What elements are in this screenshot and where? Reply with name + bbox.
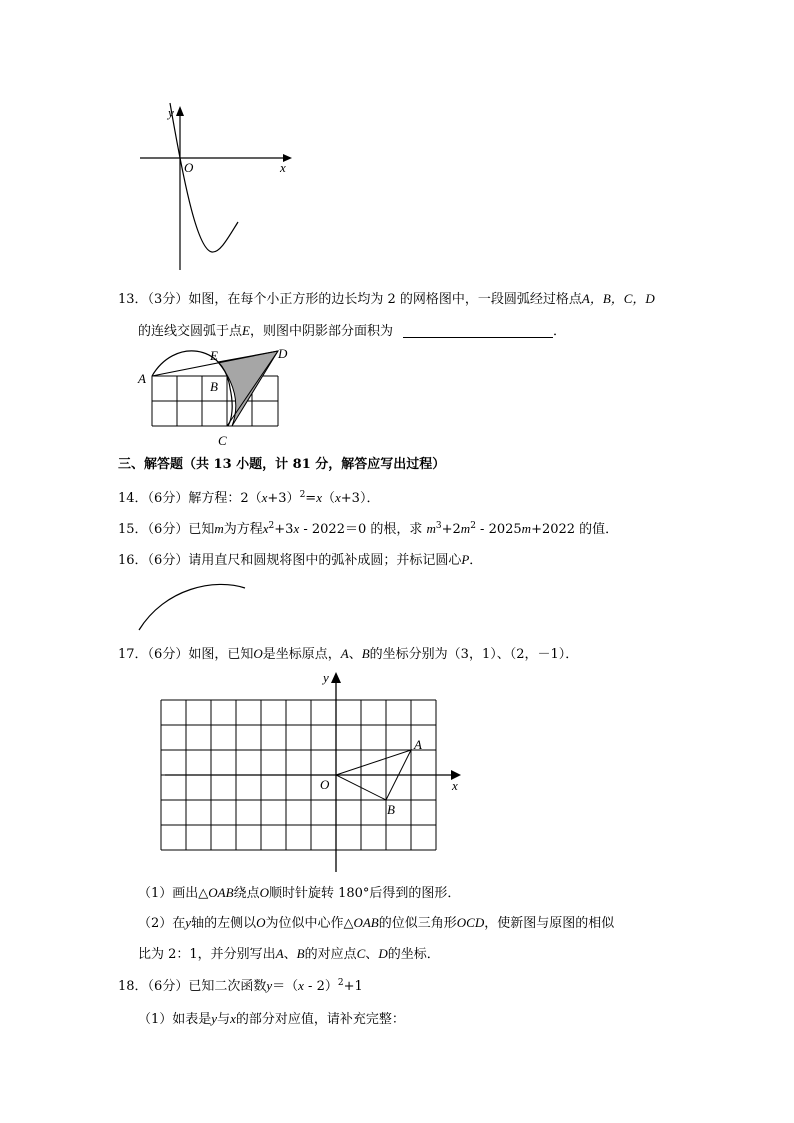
q15-t5: +2 [441,522,461,537]
q16-arc-figure [135,578,255,634]
q17-sub2b-t2: 的对应点 [304,947,357,962]
q13-label-d: D [278,346,288,361]
q18-sub1-t2: 与 [217,1012,231,1027]
x-axis-label: x [280,160,286,175]
q17-sub2b-t3: 的坐标． [387,947,440,962]
q17-sub2-t3: 为位似中心作△ [265,916,354,931]
q17-sub2-y: y [185,915,192,930]
q17-sub2-ocd: OCD [456,915,485,930]
parabola-graph [130,100,300,275]
q16 [118,551,482,570]
q15-t1: 已知 [188,522,215,537]
q13-text-c: ，则图中阴影部分面积为 [249,324,393,339]
q16-text: 请用直尺和圆规将图中的弧补成圆；并标记圆心 [188,553,462,568]
q15-m3: m [460,521,471,536]
q13-label-a: A [138,371,146,386]
q18-sub1-t1: （1）如表是 [138,1012,212,1027]
q18-x: x [298,978,304,993]
q15-number: 15． [118,522,148,537]
q17-o: O [253,646,263,661]
q15-m4: m [521,521,532,536]
q17-coordinate-grid [155,668,475,876]
q17-label-o: O [320,777,330,792]
q17-score: （6分） [147,647,189,662]
q17-sub1-t3: 顺时针旋转 180°后得到的图形． [268,886,461,901]
q13-text-a: 如图，在每个小正方形的边长均为 2 的网格图中，一段圆弧经过格点 [188,292,582,307]
q15 [118,520,618,539]
q17-label-x: x [452,778,458,793]
q14-x1: x [261,490,268,505]
q13-line1 [118,290,655,309]
q17-sub2-oab: OAB [353,915,379,930]
q15-exp2: 3 [435,521,442,531]
q13-score: （3分） [147,292,189,307]
q17-sub2-o: O [256,915,266,930]
q18-y: y [266,978,273,993]
q17-sub2b-a: A [275,946,284,961]
q16-arc [139,584,245,630]
q13-text-b: 的连线交圆弧于点 [138,324,243,339]
q14-x2: x [316,490,322,505]
q16-p: P [461,552,470,567]
q17 [118,645,578,664]
q18-exp: 2 [337,978,344,988]
q16-number: 16． [118,553,148,568]
q13-points: A，B，C，D [581,291,655,306]
q17-number: 17． [118,647,148,662]
q15-t6: - 2025 [475,522,522,537]
q17-sub2b-c: C [356,946,366,961]
y-axis-label: y [168,105,174,120]
q13-number: 13． [118,292,148,307]
q17-sub2b-d: D [378,946,388,961]
q14-p3: +3）． [340,491,380,506]
q17-sub2 [138,914,614,933]
q18-sub1 [138,1010,405,1029]
q14 [118,489,379,508]
q18-t4: +1 [343,979,363,994]
q14-p1: +3） [267,491,300,506]
q18-t1: 已知二次函数 [188,979,267,994]
q16-score: （6分） [147,553,189,568]
q13-label-e: E [210,348,218,363]
q13-answer-blank[interactable] [403,323,553,338]
q17-a: A [340,646,349,661]
q17-sub2-t1: （2）在 [138,916,186,931]
q13-label-c: C [218,433,227,448]
q18-score: （6分） [147,979,189,994]
q15-t7: +2022 的值． [531,522,619,537]
q17-sub2b-sep1: 、 [283,947,297,962]
q17-t2: 是坐标原点， [262,647,341,662]
q17-y-axis-arrow [331,672,341,683]
q18-sub1-t3: 的部分对应值，请补充完整： [235,1012,405,1027]
q18 [118,977,363,996]
q15-exp1: 2 [268,521,275,531]
q15-t2: 为方程 [223,522,263,537]
origin-label: O [184,160,194,175]
q17-sub2b-t1: 比为 2：1，并分别写出 [138,947,276,962]
q16-end: ． [469,553,483,568]
q14-exp: 2 [299,490,306,500]
y-axis-arrow [176,106,184,116]
q15-t4: - 2022＝0 的根，求 [299,522,427,537]
q17-sub2b-b: B [296,946,305,961]
q17-sub1 [138,884,460,903]
q13-point-e: E [242,323,250,338]
q15-m2: m [426,521,436,536]
q17-sub1-t1: （1）画出△ [138,886,209,901]
q18-t3: - 2） [303,979,338,994]
q17-sep: 、 [348,647,362,662]
q17-sub2-cont [138,945,440,964]
q13-end: ． [552,324,566,339]
q17-sub2-t5: ，使新图与原图的相似 [484,916,615,931]
q17-sub1-oab: OAB [208,885,234,900]
q15-t3: +3 [274,522,294,537]
q18-number: 18． [118,979,148,994]
section3-title: 三、解答题（共 13 小题，计 81 分，解答应写出过程） [118,457,446,472]
q15-exp3: 2 [470,521,476,531]
q14-score: （6分） [147,491,189,506]
q13-grid-figure [134,344,294,450]
q15-x-b: x [293,521,300,536]
q17-sub2b-sep2: 、 [365,947,379,962]
q17-t3: 的坐标分别为（3，1）、（2，－1）． [369,647,579,662]
q13-line2 [138,322,566,341]
q14-eq: = [305,491,317,506]
q17-sub1-o: O [259,885,269,900]
q18-t2: ＝（ [272,979,299,994]
q17-sub2-t4: 的位似三角形 [378,916,457,931]
q15-score: （6分） [147,522,189,537]
q15-m: m [214,521,224,536]
q17-sub2-t2: 轴的左侧以 [191,916,257,931]
q13-label-b: B [210,379,218,394]
q15-x: x [262,521,269,536]
q14-p2: （ [321,491,335,506]
q17-label-b: B [387,802,395,817]
q17-b: B [361,646,370,661]
q17-sub1-t2: 绕点 [233,886,260,901]
q17-label-a: A [414,737,422,752]
q14-x3: x [335,490,341,505]
q18-sub1-y: y [211,1011,218,1026]
q14-number: 14． [118,491,148,506]
q17-label-y: y [323,670,329,685]
q14-text: 解方程：2（ [188,491,262,506]
q17-t1: 如图，已知 [188,647,254,662]
q18-sub1-x: x [230,1011,236,1026]
